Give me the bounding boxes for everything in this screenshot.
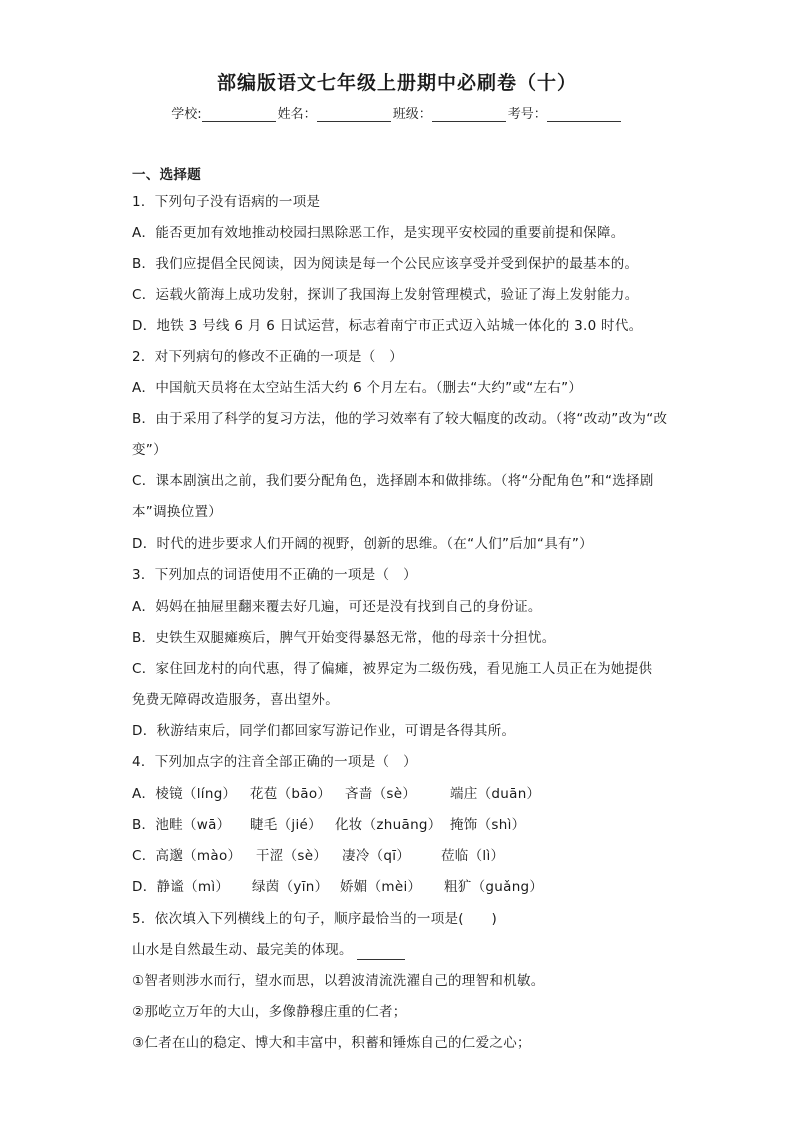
name-label: 姓名：	[277, 107, 317, 122]
question-5-sentence-3: ③仁者在山的稳定、博大和丰富中，积蓄和锤炼自己的仁爱之心；	[132, 1035, 531, 1051]
question-2-option-c-line1: C．课本剧演出之前，我们要分配角色，选择剧本和做排练。（将“分配角色”和“选择剧	[132, 473, 654, 489]
school-blank	[202, 107, 276, 122]
question-2-option-b-line1: B．由于采用了科学的复习方法，他的学习效率有了较大幅度的改动。（将“改动”改为“改	[132, 411, 668, 427]
question-2-option-a: A．中国航天员将在太空站生活大约 6 个月左右。（删去“大约”或“左右”）	[132, 380, 583, 396]
question-5-stem: 5．依次填入下列横线上的句子，顺序最恰当的一项是( )	[132, 911, 498, 927]
question-4-option-d	[132, 877, 667, 897]
name-blank	[317, 107, 391, 122]
q4-a-item: 端庄（duān）	[450, 786, 541, 802]
page-title: 部编版语文七年级上册期中必刷卷（十）	[216, 72, 577, 94]
q4-b-item: 掩饰（shì）	[450, 817, 526, 833]
q4-d-item: 粗犷（guǎng）	[444, 879, 544, 895]
q4-b-item: 睫毛（jié）	[250, 817, 322, 833]
question-3-option-c-line1: C．家住回龙村的向代惠，得了偏瘫，被界定为二级伤残，看见施工人员正在为她提供	[132, 661, 653, 677]
question-5-sentence-1: ①智者则涉水而行，望水而思，以碧波清流洗濯自己的理智和机敏。	[132, 973, 545, 989]
question-2-option-c-line2: 本”调换位置）	[132, 504, 223, 520]
q4-a-item: 花苞（bāo）	[250, 786, 332, 802]
question-3-option-c-line2: 免费无障碍改造服务，喜出望外。	[132, 692, 339, 708]
class-label: 班级：	[392, 107, 432, 122]
q4-c-item: 凄冷（qī）	[342, 848, 411, 864]
q4-d-item: D．静谧（mì）	[132, 879, 230, 895]
student-info-row	[0, 103, 794, 122]
question-3-option-d: D．秋游结束后，同学们都回家写游记作业，可谓是各得其所。	[132, 723, 516, 739]
id-blank	[547, 107, 621, 122]
question-4-stem: 4．下列加点字的注音全部正确的一项是（ ）	[132, 754, 417, 770]
question-1-option-d: D．地铁 3 号线 6 月 6 日试运营，标志着南宁市正式迈入站城一体化的 3.0 时代。	[132, 318, 643, 334]
q4-d-item: 娇媚（mèi）	[340, 879, 422, 895]
fill-in-blank	[357, 945, 405, 960]
q5-context-text: 山水是自然最生动、最完美的体现。	[132, 942, 353, 958]
school-label: 学校:	[171, 107, 202, 122]
question-1-stem: 1．下列句子没有语病的一项是	[132, 194, 321, 210]
q4-b-item: 化妆（zhuāng）	[335, 817, 442, 833]
question-4-option-c	[132, 846, 667, 866]
id-label: 考号：	[507, 107, 547, 122]
q4-b-item: B．池畦（wā）	[132, 817, 231, 833]
class-blank	[432, 107, 506, 122]
q4-c-item: 莅临（lì）	[441, 848, 505, 864]
q4-a-item: A．棱镜（líng）	[132, 786, 237, 802]
q4-c-item: C．高邈（mào）	[132, 848, 242, 864]
q4-d-item: 绿茵（yīn）	[252, 879, 329, 895]
question-2-stem: 2．对下列病句的修改不正确的一项是（ ）	[132, 349, 404, 365]
question-3-option-a: A．妈妈在抽屉里翻来覆去好几遍，可还是没有找到自己的身份证。	[132, 599, 542, 615]
question-2-option-d: D．时代的进步要求人们开阔的视野，创新的思维。（在“人们”后加“具有”）	[132, 536, 593, 552]
question-4-option-b	[132, 815, 667, 835]
q4-a-item: 吝啬（sè）	[345, 786, 417, 802]
question-1-option-b: B．我们应提倡全民阅读，因为阅读是每一个公民应该享受并受到保护的最基本的。	[132, 256, 639, 272]
q4-c-item: 干涩（sè）	[256, 848, 328, 864]
question-4-option-a	[132, 784, 667, 804]
section-heading: 一、选择题	[132, 167, 201, 183]
question-3-stem: 3．下列加点的词语使用不正确的一项是（ ）	[132, 567, 417, 583]
question-3-option-b: B．史铁生双腿瘫痪后，脾气开始变得暴怒无常，他的母亲十分担忧。	[132, 630, 556, 646]
question-2-option-b-line2: 变”）	[132, 442, 167, 458]
question-1-option-a: A．能否更加有效地推动校园扫黑除恶工作，是实现平安校园的重要前提和保障。	[132, 225, 625, 241]
question-5-sentence-2: ②那屹立万年的大山，多像静穆庄重的仁者；	[132, 1004, 407, 1020]
question-1-option-c: C．运载火箭海上成功发射，探训了我国海上发射管理模式，验证了海上发射能力。	[132, 287, 639, 303]
question-5-context	[132, 940, 667, 960]
